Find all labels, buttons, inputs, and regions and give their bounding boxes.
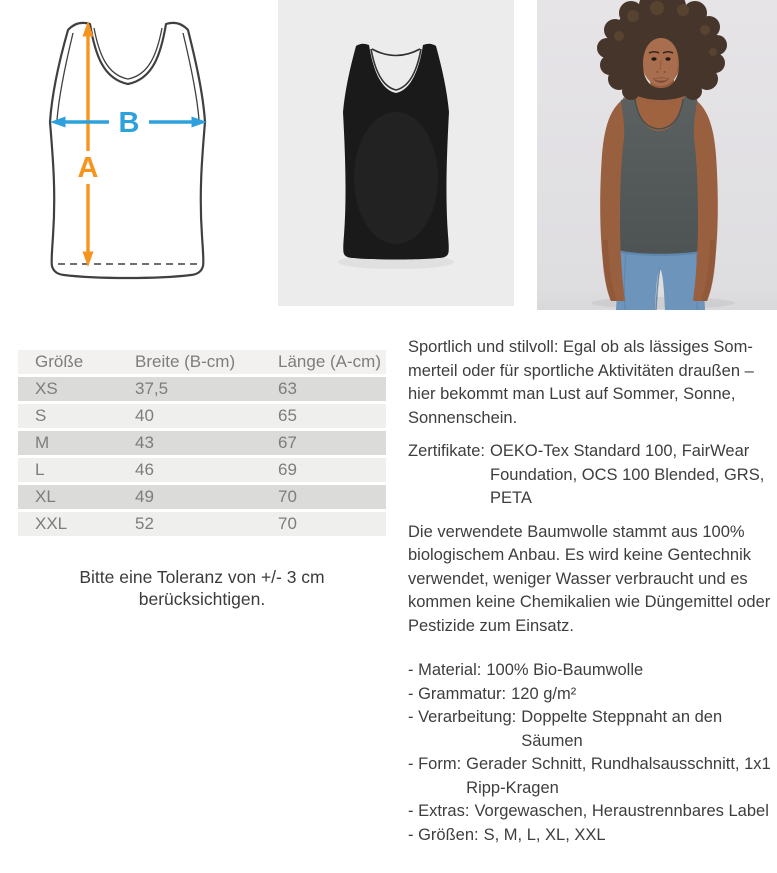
tank-top-measurement-illustration — [18, 8, 246, 300]
detail-extras: - Extras: Vorgewaschen, Heraustrennbares Label — [408, 802, 769, 820]
size-table — [18, 347, 386, 539]
tolerance-note: Bitte eine Toleranz von +/- 3 cm berücksichtigen. — [79, 567, 325, 609]
col-header-length: Länge (A-cm) — [261, 350, 386, 374]
black-tank-top-photo — [278, 0, 514, 306]
measurement-b-label: B — [118, 107, 140, 139]
measurement-a-label: A — [77, 152, 99, 184]
certificates-value: OEKO-Tex Standard 100, FairWear Foundation, OCS 100 Blended, GRS, PETA — [490, 442, 765, 507]
table-row: S 40 65 — [18, 404, 386, 428]
table-row: XS 37,5 63 — [18, 377, 386, 401]
col-header-width: Breite (B-cm) — [118, 350, 261, 374]
detail-grammatur: - Grammatur: 120 g/m² — [408, 684, 577, 703]
description-intro: Sportlich und stilvoll: Egal ob als lässiges Sommerteil oder für sportliche Aktivitäten draußen – hier bekommt man Lust auf Sommer, Sonne, Sonnenschein. — [408, 338, 754, 427]
certificates-label: Zertifikate: — [408, 442, 486, 460]
table-row: XXL 52 70 — [18, 512, 386, 536]
detail-groessen: - Größen: S, M, L, XL, XXL — [408, 825, 606, 844]
detail-form: - Form: Gerader Schnitt, Rundhalsausschnitt, 1x1 Ripp-Kragen — [408, 755, 771, 797]
table-row: M 43 67 — [18, 431, 386, 455]
size-table-header-row — [18, 350, 386, 374]
flat-product-image — [278, 0, 514, 306]
detail-material: - Material: 100% Bio-Baumwolle — [408, 661, 644, 679]
model-wearing-tank-top-photo — [537, 0, 777, 310]
certificates-line — [408, 440, 774, 511]
size-diagram — [18, 8, 246, 300]
description-cotton: Die verwendete Baumwolle stammt aus 100% biologischem Anbau. Es wird keine Gentechnik verwendet, weniger Wasser verbraucht und es kommen keine Chemikalien wie Düngemittel oder Pestizide zum Einsatz. — [408, 522, 771, 635]
detail-verarbeitung: - Verarbeitung: Doppelte Steppnaht an den Säumen — [408, 708, 723, 750]
col-header-size: Größe — [18, 350, 118, 374]
product-description — [408, 336, 774, 847]
black-tank-back-collar — [372, 49, 420, 56]
table-row: L 46 69 — [18, 458, 386, 482]
model-product-image — [537, 0, 777, 310]
table-row: XL 49 70 — [18, 485, 386, 509]
tank-outline — [50, 23, 205, 278]
